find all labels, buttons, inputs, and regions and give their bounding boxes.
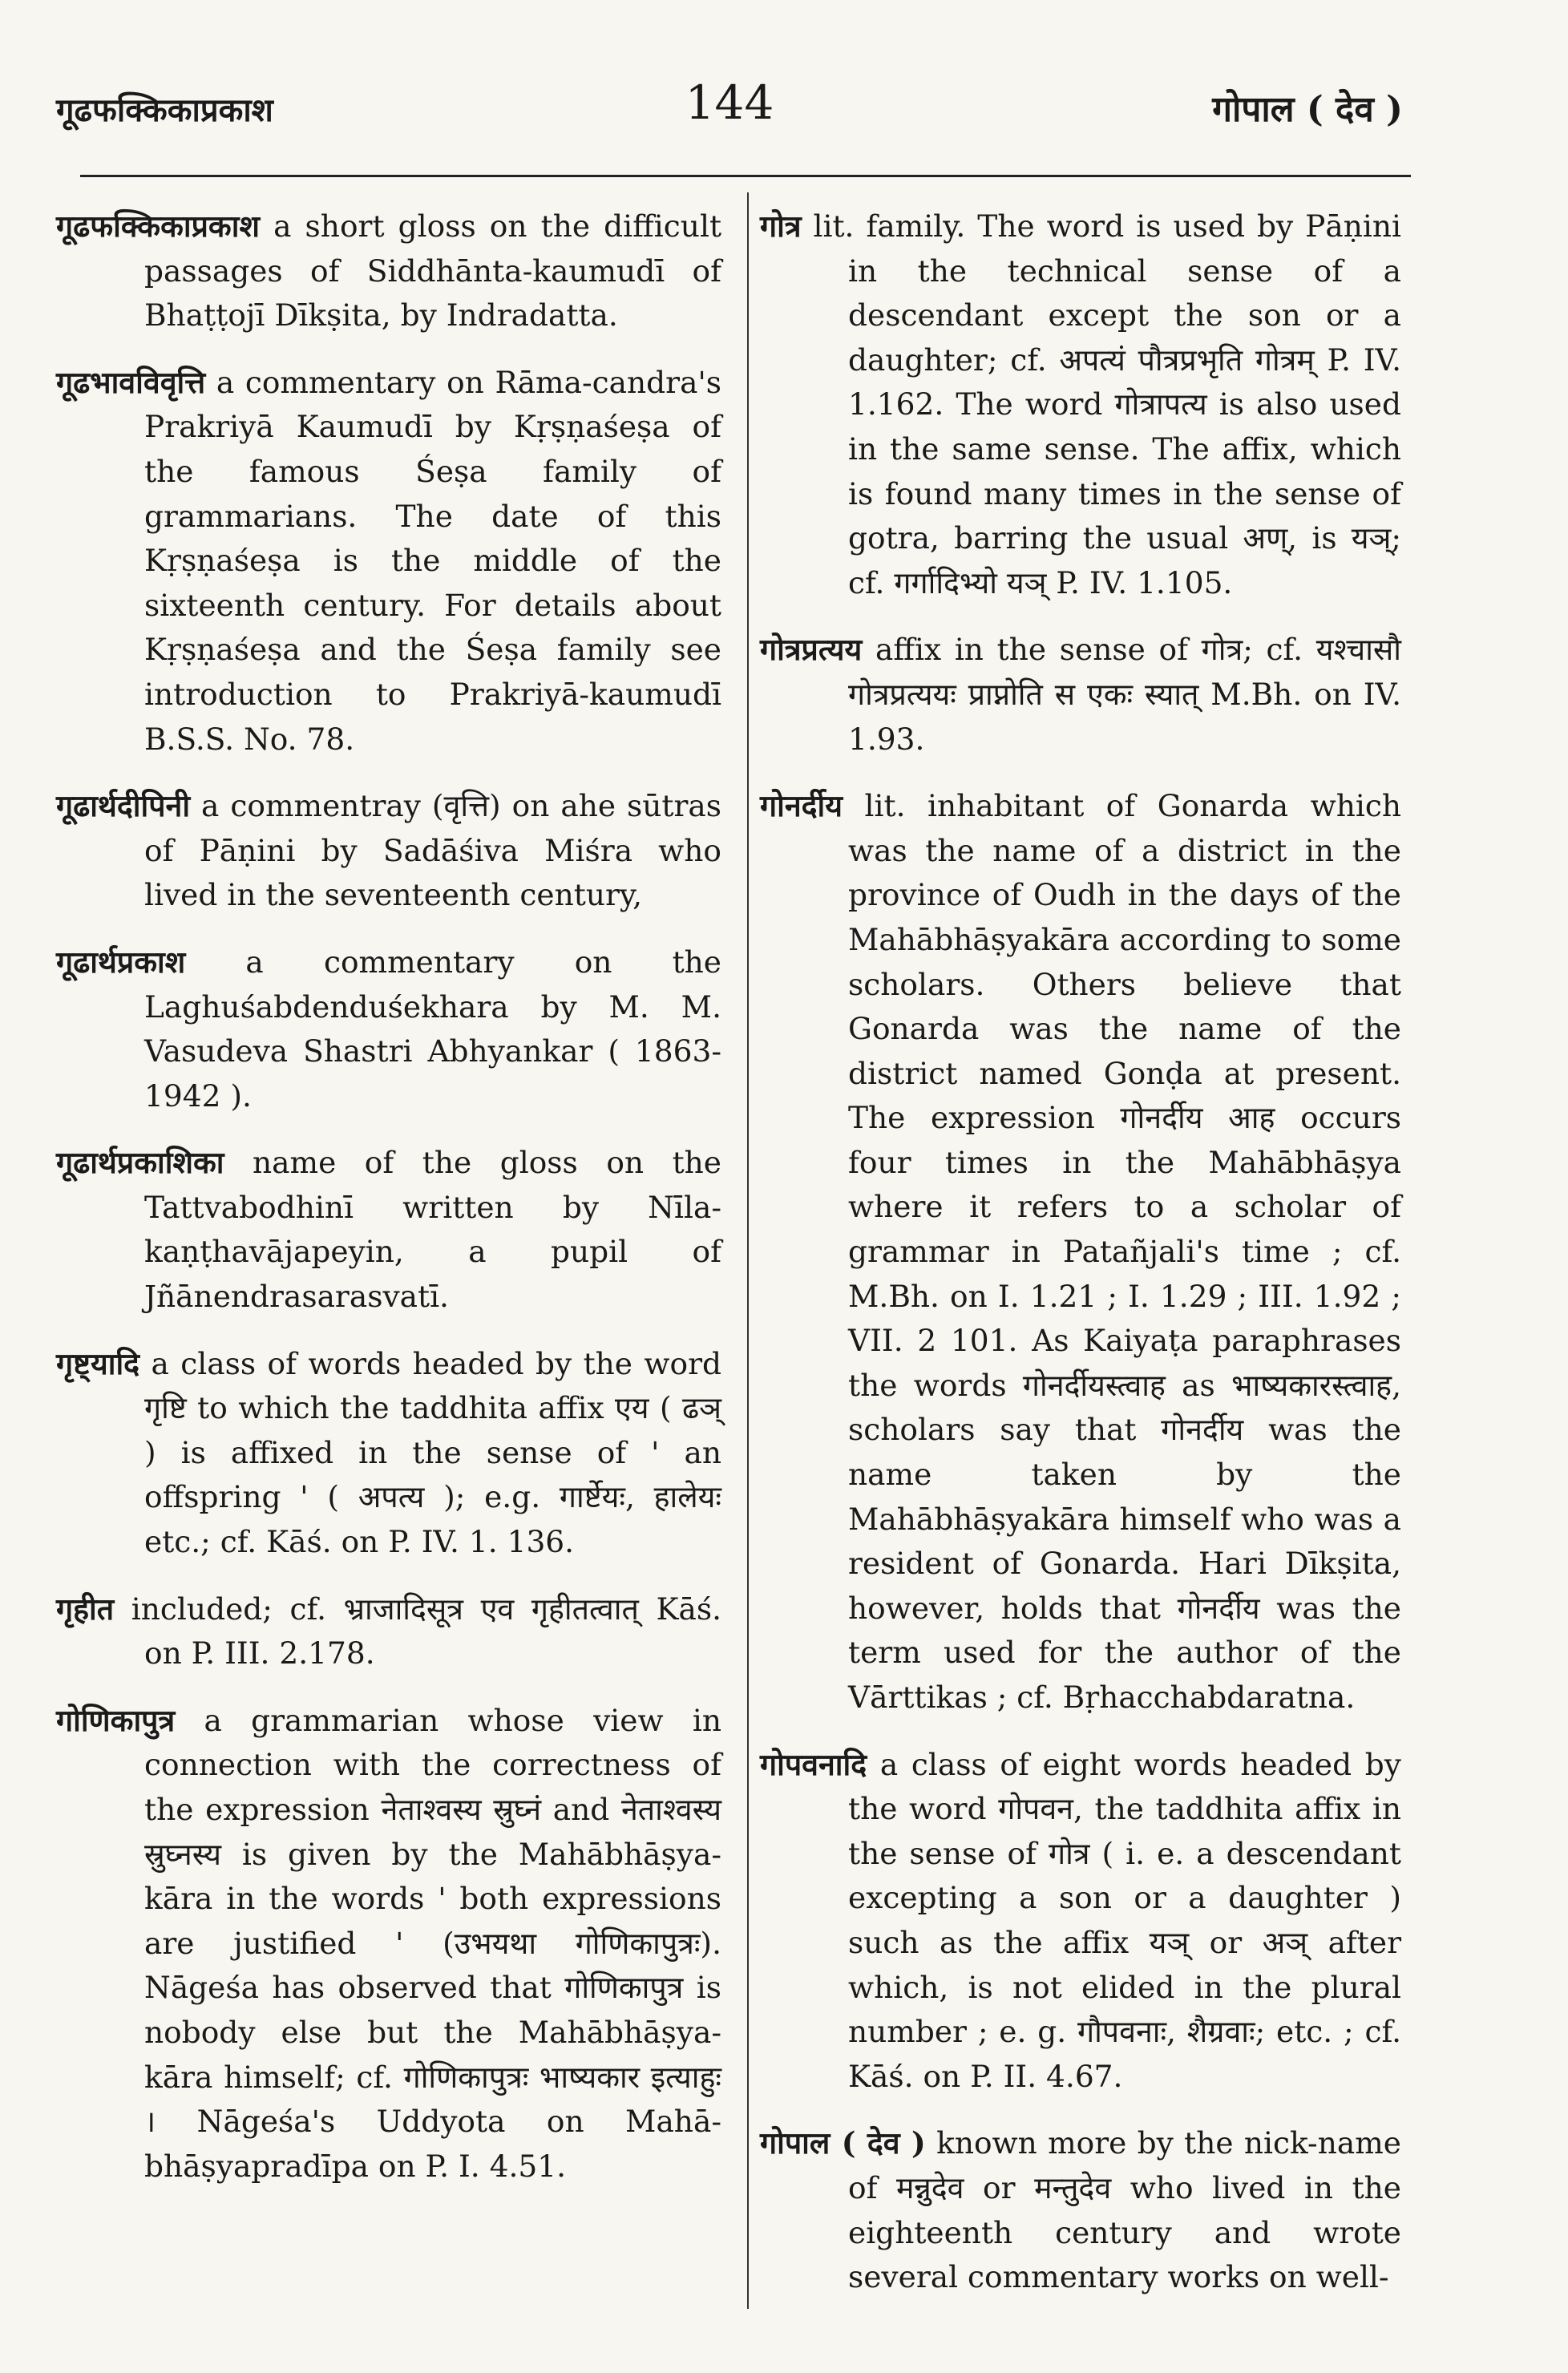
entry-headword: गोपाल ( देव ) bbox=[760, 2125, 926, 2161]
entry-definition: a class of eight words headed by the word गोपवन, the taddhita affix in the sense of गोत्र ( i. e. a descendant excepting a son or a daughter ) such as the affix यञ् or अञ् after which, is not elided in the plural number ; e. g. गौपवनाः, शैग्रवाः; etc. ; cf. Kāś. on P. II. 4.67. bbox=[848, 1746, 1401, 2094]
entry-headword: गृष्ट्यादि bbox=[56, 1345, 140, 1381]
page-header bbox=[56, 64, 1403, 136]
entry-definition: known more by the nick-name of मन्नुदेव or मन्तुदेव who lived in the eighteenth century and wrote several commentary works on well- bbox=[848, 2125, 1401, 2295]
entry-definition: a commentary on the Laghuśabdenduśekhara by M. M. Vasudeva Shastri Abhyankar ( 1863-1942 ). bbox=[144, 944, 721, 1114]
entry-definition: a commentray (वृत्ति) on ahe sūtras of Pāṇini by Sadāśiva Miśra who lived in the seventeenth century, bbox=[144, 788, 722, 913]
entry-headword: गूढभावविवृत्ति bbox=[56, 364, 206, 400]
entry-definition: a short gloss on the difficult passages of Siddhānta-kaumudī of Bhaṭṭojī Dīkṣita, by Indradatta. bbox=[144, 208, 722, 334]
entry-headword: गूढार्थप्रकाशिका bbox=[56, 1145, 224, 1181]
running-title-left: गूढफक्किकाप्रकाश bbox=[56, 91, 273, 129]
entry-headword: गूढार्थदीपिनी bbox=[56, 788, 191, 824]
entry-headword: गृहीत bbox=[56, 1591, 115, 1627]
dictionary-entry bbox=[760, 204, 1401, 605]
entry-definition: affix in the sense of गोत्र; cf. यश्चासौ गोत्रप्रत्ययः प्राप्नोति स एकः स्यात् M.Bh. on IV. 1.93. bbox=[848, 632, 1401, 757]
entry-headword: गोत्रप्रत्यय bbox=[760, 632, 863, 668]
dictionary-entry bbox=[56, 1342, 721, 1565]
entry-headword: गोनर्दीय bbox=[760, 788, 843, 824]
entry-headword: गोपवनादि bbox=[760, 1746, 867, 1782]
dictionary-entry bbox=[56, 1587, 721, 1676]
entry-headword: गोणिकापुत्र bbox=[56, 1702, 176, 1738]
entry-definition: included; cf. भ्राजादिसूत्र एव गृहीतत्वात् Kāś. on P. III. 2.178. bbox=[131, 1591, 722, 1672]
dictionary-entry bbox=[56, 940, 721, 1118]
entry-definition: lit. inhabitant of Gonarda which was the name of a district in the province of Oudh in the days of the Mahābhāṣyakāra according to some scholars. Others believe that Gonarda was the name of the district named Gonḍa at present. The expression गोनर्दीय आह occurs four times in the Mahābhāṣya where it refers to a scholar of grammar in Patañjali's time ; cf. M.Bh. on I. 1.21 ; I. 1.29 ; III. 1.92 ; VII. 2 101. As Kaiyaṭa paraphrases the words गोनर्दीयस्त्वाह as भाष्यकारस्त्वाह, scholars say that गोनर्दीय was the name taken by the Mahābhāṣyakāra himself who was a resident of Gonarda. Hari Dīkṣita, however, holds that गोनर्दीय was the term used for the author of the Vārttikas ; cf. Bṛhacchabdaratna. bbox=[848, 788, 1401, 1715]
dictionary-entry bbox=[760, 628, 1401, 762]
header-rule bbox=[80, 175, 1411, 177]
dictionary-entry bbox=[56, 784, 721, 918]
right-column bbox=[760, 204, 1401, 2322]
dictionary-entry bbox=[760, 1743, 1401, 2100]
entry-definition: name of the gloss on the Tattvabodhinī written by Nīla-kaṇṭhavājapeyin, a pupil of Jñānendrasarasvatī. bbox=[144, 1145, 721, 1315]
dictionary-entry bbox=[56, 1141, 721, 1319]
entry-definition: a commentary on Rāma-candra's Prakriyā Kaumudī by Kṛṣṇaśeṣa of the famous Śeṣa family of grammarians. The date of this Kṛṣṇaśeṣa is the middle of the sixteenth century. For details about Kṛṣṇaśeṣa and the Śeṣa family see introduction to Prakriyā-kaumudī B.S.S. No. 78. bbox=[144, 364, 721, 757]
entry-definition: a class of words headed by the word गृष्टि to which the taddhita affix एय ( ढञ् ) is affixed in the sense of ' an offspring ' ( अपत्य ); e.g. गार्ष्टेयः, हालेयः etc.; cf. Kāś. on P. IV. 1. 136. bbox=[144, 1345, 722, 1560]
page-number: 144 bbox=[685, 75, 774, 130]
entry-headword: गूढफक्किकाप्रकाश bbox=[56, 208, 260, 244]
running-title-right: गोपाल ( देव ) bbox=[1212, 89, 1403, 130]
column-divider bbox=[747, 192, 749, 2309]
entry-headword: गूढार्थप्रकाश bbox=[56, 944, 186, 980]
dictionary-entry bbox=[56, 1699, 721, 2189]
dictionary-entry bbox=[760, 784, 1401, 1720]
dictionary-entry bbox=[56, 204, 721, 338]
entry-definition: a grammarian whose view in connection with the correctness of the expression नेताश्वस्य स्रुघ्नं and नेताश्वस्य स्रुघ्नस्य is given by the Mahābhāṣya-kāra in the words ' both expressions are justified ' (उभयथा गोणिकापुत्रः). Nāgeśa has observed that गोणिकापुत्र is nobody else but the Mahābhāṣya-kāra himself; cf. गोणिकापुत्रः भाष्यकार इत्याहुः । Nāgeśa's Uddyota on Mahā-bhāṣyapradīpa on P. I. 4.51. bbox=[144, 1702, 721, 2184]
dictionary-entry bbox=[760, 2121, 1401, 2299]
entry-definition: lit. family. The word is used by Pāṇini in the technical sense of a descendant except the son or a daughter; cf. अपत्यं पौत्रप्रभृति गोत्रम् P. IV. 1.162. The word गोत्रापत्य is also used in the same sense. The affix, which is found many times in the sense of gotra, barring the usual अण्, is यञ्; cf. गर्गादिभ्यो यञ् P. IV. 1.105. bbox=[813, 208, 1401, 600]
dictionary-entry bbox=[56, 361, 721, 762]
left-column bbox=[56, 204, 721, 2211]
entry-headword: गोत्र bbox=[760, 208, 802, 244]
